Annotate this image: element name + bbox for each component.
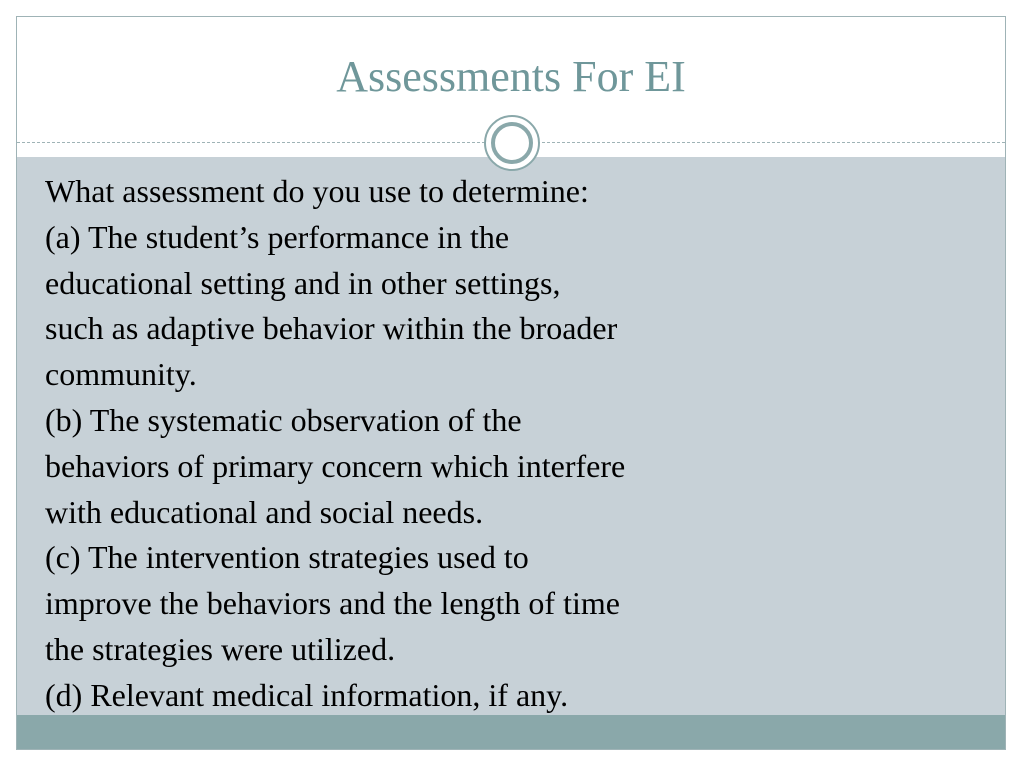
- body-line-intro: What assessment do you use to determine:: [45, 173, 589, 209]
- body-line-c-3: the strategies were utilized.: [45, 630, 396, 667]
- slide: [16, 16, 1006, 750]
- body-line-b-3: with educational and social needs.: [45, 493, 484, 530]
- body-line-a-2: educational setting and in other settings,: [45, 264, 561, 301]
- slide-body: [45, 169, 905, 719]
- body-line-a-3: such as adaptive behavior within the broader: [45, 310, 618, 347]
- body-line-c-2: improve the behaviors and the length of time: [45, 585, 620, 622]
- body-line-a-1: (a) The student’s performance in the: [45, 218, 510, 255]
- double-ring-circle-icon: [484, 115, 540, 171]
- body-line-d-1: (d) Relevant medical information, if any.: [45, 676, 569, 713]
- body-line-b-2: behaviors of primary concern which interfere: [45, 447, 626, 484]
- body-line-c-1: (c) The intervention strategies used to: [45, 539, 529, 576]
- footer-band: [17, 715, 1005, 750]
- body-line-a-4: community.: [45, 356, 197, 393]
- ornament-inner-ring: [491, 122, 533, 164]
- body-line-b-1: (b) The systematic observation of the: [45, 401, 522, 438]
- slide-title: Assessments For EI: [336, 52, 686, 101]
